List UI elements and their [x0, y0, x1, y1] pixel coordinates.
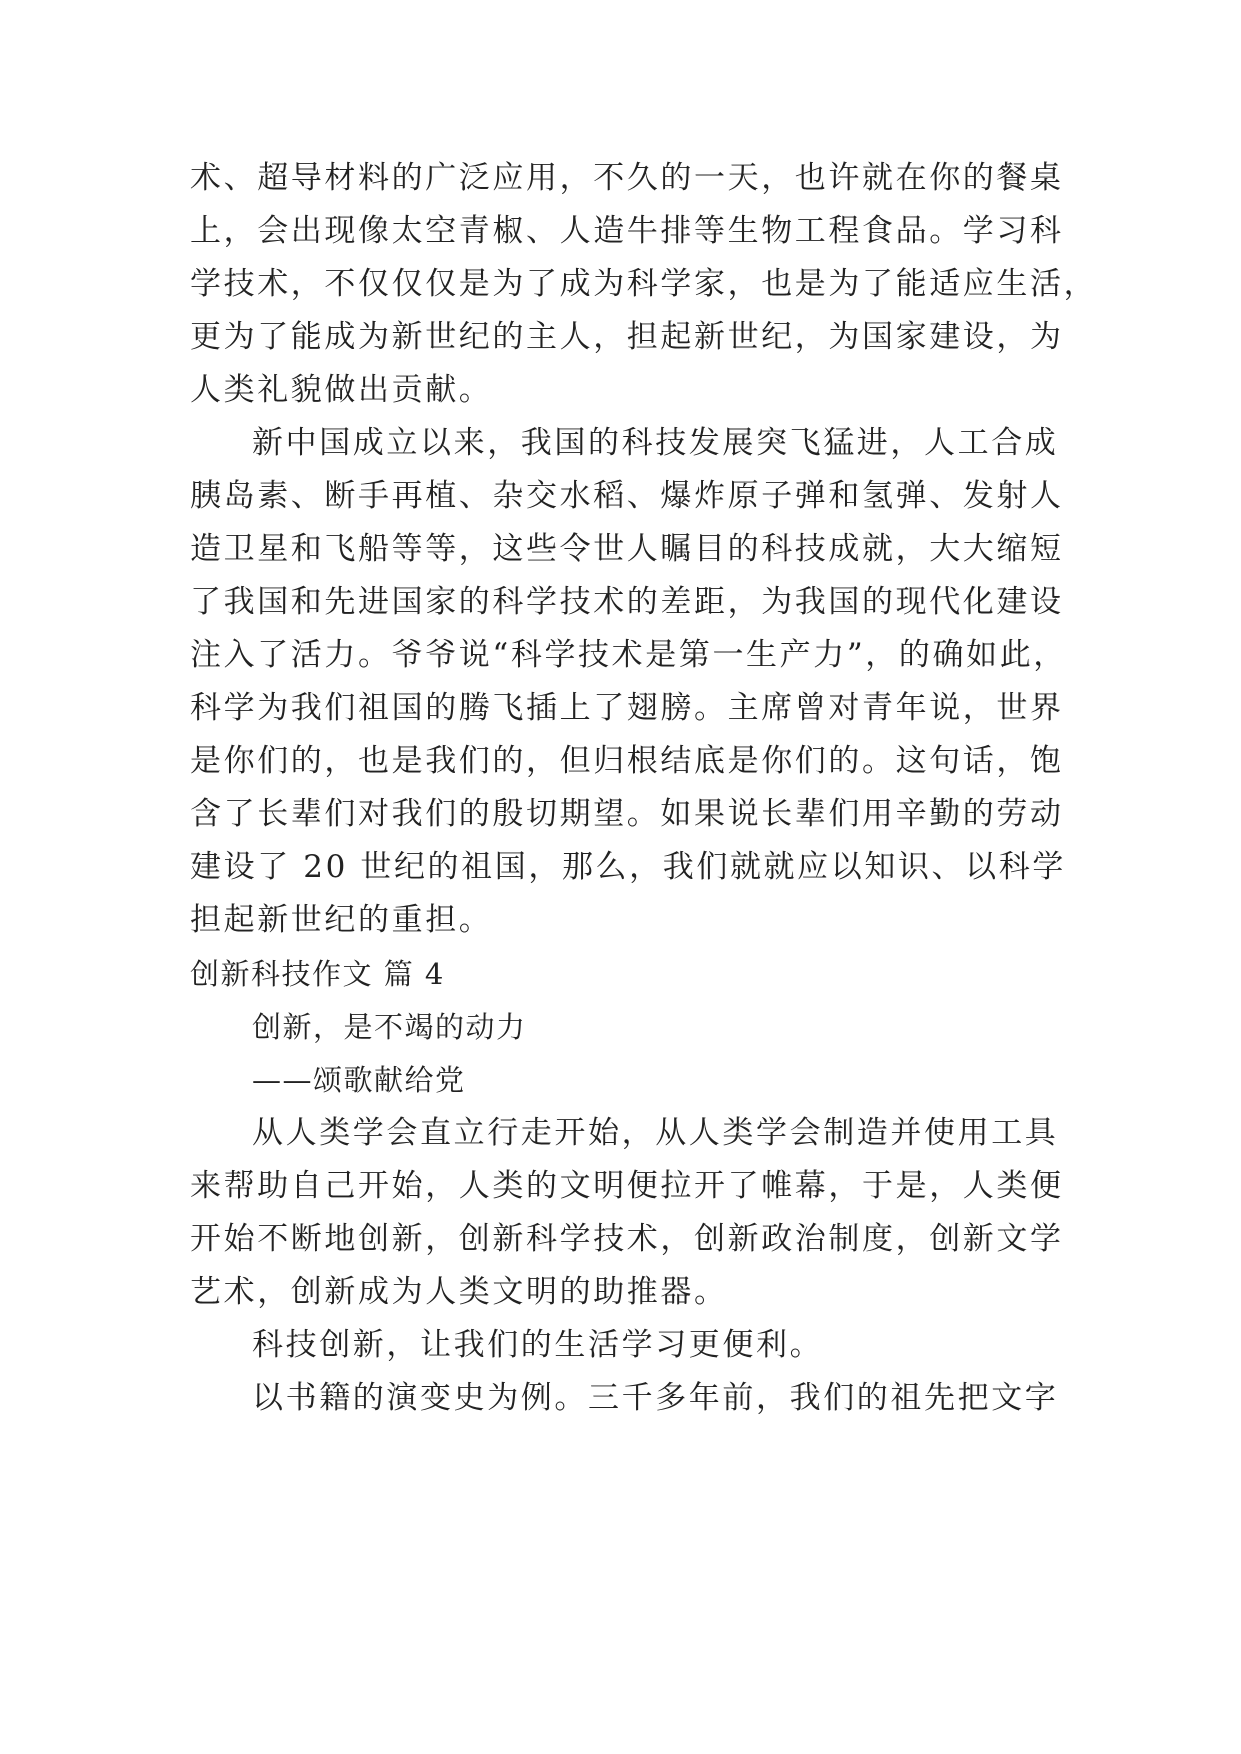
paragraph-line: 上，会出现像太空青椒、人造牛排等生物工程食品。学习科 — [190, 213, 1064, 249]
paragraph-line: 造卫星和飞船等等，这些令世人瞩目的科技成就，大大缩短 — [190, 531, 1064, 567]
paragraph-line: 术、超导材料的广泛应用，不久的一天，也许就在你的餐桌 — [190, 160, 1064, 196]
paragraph-line: 胰岛素、断手再植、杂交水稻、爆炸原子弹和氢弹、发射人 — [190, 478, 1064, 514]
paragraph-line: 学技术，不仅仅仅是为了成为科学家，也是为了能适应生活， — [190, 266, 1098, 302]
section-heading: 创新科技作文 篇 4 — [190, 957, 445, 991]
paragraph-line: 担起新世纪的重担。 — [190, 902, 493, 938]
paragraph-line: 含了长辈们对我们的殷切期望。如果说长辈们用辛勤的劳动 — [190, 796, 1064, 832]
paragraph-line: 从人类学会直立行走开始，从人类学会制造并使用工具 — [252, 1115, 1059, 1151]
paragraph-line: 科技创新，让我们的生活学习更便利。 — [252, 1327, 824, 1363]
paragraph-line: 建设了 20 世纪的祖国，那么，我们就就应以知识、以科学 — [190, 849, 1066, 885]
paragraph-line: 以书籍的演变史为例。三千多年前，我们的祖先把文字 — [252, 1380, 1059, 1416]
paragraph-line: 了我国和先进国家的科学技术的差距，为我国的现代化建设 — [190, 584, 1064, 620]
paragraph-line: 人类礼貌做出贡献。 — [190, 372, 493, 408]
paragraph-line: 科学为我们祖国的腾飞插上了翅膀。主席曾对青年说，世界 — [190, 690, 1064, 726]
paragraph-line: 开始不断地创新，创新科学技术，创新政治制度，创新文学 — [190, 1221, 1064, 1257]
paragraph-line: 注入了活力。爷爷说“科学技术是第一生产力”，的确如此， — [190, 637, 1067, 673]
paragraph-line: 新中国成立以来，我国的科技发展突飞猛进，人工合成 — [252, 425, 1059, 461]
paragraph-line: 艺术，创新成为人类文明的助推器。 — [190, 1274, 728, 1310]
paragraph-line: 更为了能成为新世纪的主人，担起新世纪，为国家建设，为 — [190, 319, 1064, 355]
essay-subtitle: ——颂歌献给党 — [252, 1063, 466, 1097]
paragraph-line: 来帮助自己开始，人类的文明便拉开了帷幕，于是，人类便 — [190, 1168, 1064, 1204]
essay-title: 创新，是不竭的动力 — [252, 1010, 527, 1044]
paragraph-line: 是你们的，也是我们的，但归根结底是你们的。这句话，饱 — [190, 743, 1064, 779]
